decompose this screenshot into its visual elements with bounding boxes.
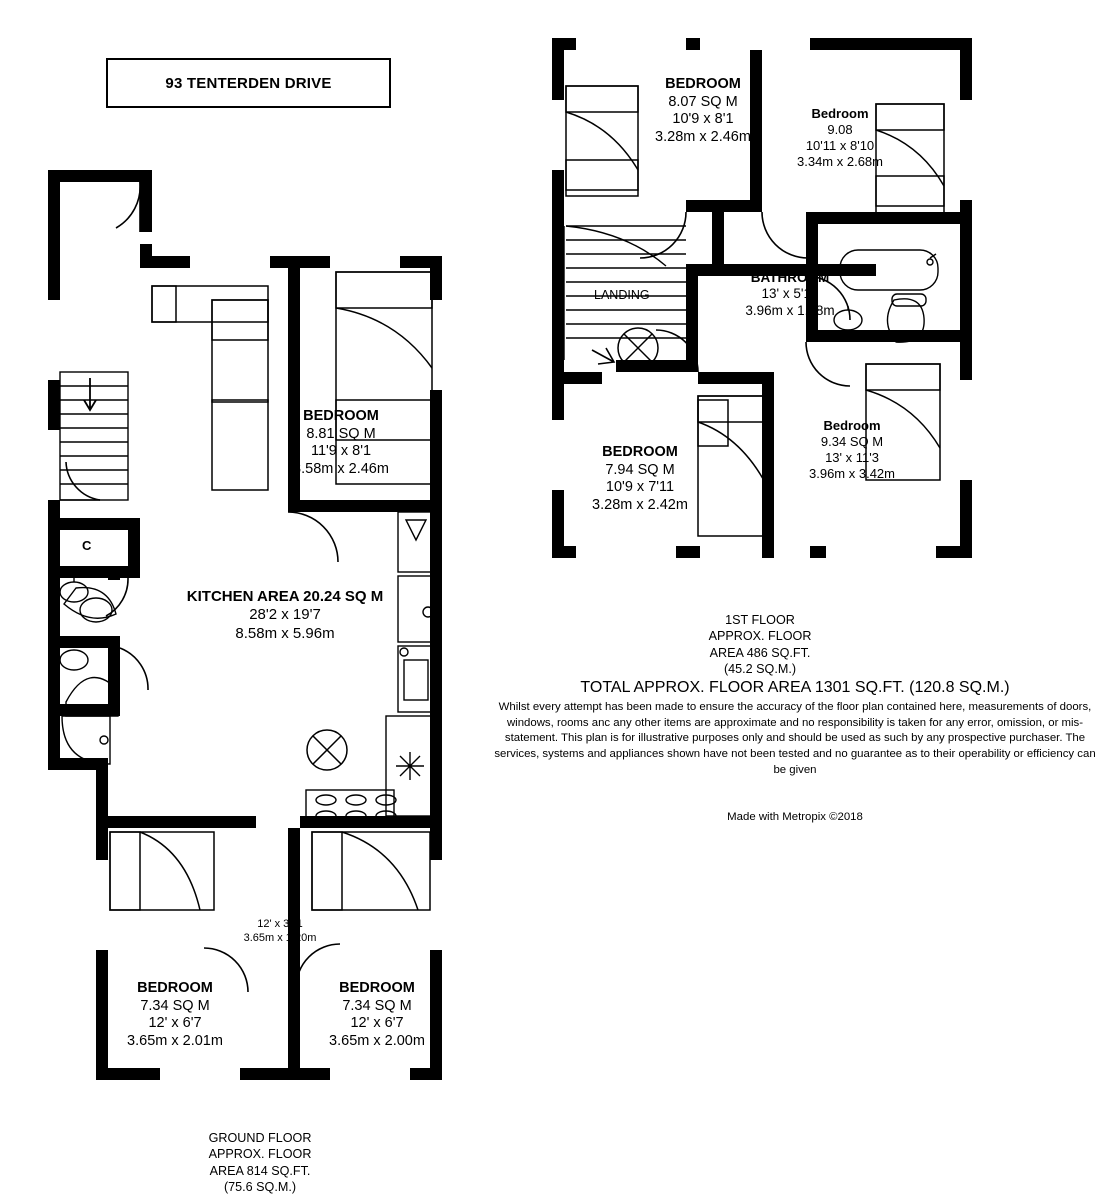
room-label-ff-bedroom-4: [762, 418, 942, 481]
room-name: BEDROOM: [137, 980, 213, 996]
footer-line-3: AREA 814 SQ.FT.: [209, 1163, 311, 1178]
plan-title-box: [106, 58, 391, 108]
room-imperial: 28'2 x 19'7: [249, 606, 321, 624]
first-floor-footer: [640, 612, 880, 677]
ground-floor-footer: [140, 1130, 380, 1195]
disclaimer-text: Whilst every attempt has been made to ensure the accuracy of the floor plan contained here, measurements of doors, windows, rooms anc any other items are approximate and no responsibility is taken for any error, omission, or mis-statement. This plan is for illustrative purposes only and should be used as such by any prospective purchaser. The services, systems and appliances shown have not been tested and no guarantee as to their operability or efficiency can be given: [494, 701, 1096, 776]
credit-text: Made with Metropix ©2018: [727, 811, 863, 823]
room-label-ff-bedroom-2: [760, 106, 920, 169]
room-name: BEDROOM: [665, 76, 741, 92]
room-imperial: 10'11 x 8'10: [805, 137, 875, 153]
room-metric: 3.96m x 1.78m: [745, 302, 835, 318]
room-metric: 3.65m x 2.00m: [329, 1033, 425, 1050]
room-imperial: 10'9 x 8'1: [672, 111, 734, 128]
room-name: BEDROOM: [303, 408, 379, 424]
room-metric: 3.28m x 2.46m: [655, 129, 751, 146]
room-area: 9.34 SQ M: [820, 433, 884, 449]
room-name: BEDROOM: [339, 980, 415, 996]
room-area: 7.34 SQ M: [140, 997, 210, 1014]
footer-line-1: 1ST FLOOR: [725, 613, 795, 627]
room-metric: 3.28m x 2.42m: [592, 497, 688, 514]
room-label-gf-kitchen: [150, 588, 420, 643]
room-imperial: 11'9 x 8'1: [310, 443, 372, 460]
room-imperial: 13' x 5'10: [761, 286, 819, 302]
room-imperial: 12' x 6'7: [148, 1015, 202, 1032]
footer-line-4: (75.6 SQ.M.): [223, 1180, 297, 1195]
landing-label: LANDING: [594, 288, 650, 302]
room-metric: 3.58m x 2.46m: [293, 461, 389, 478]
footer-line-1: GROUND FLOOR: [208, 1131, 312, 1145]
room-name: BEDROOM: [602, 444, 678, 460]
room-metric: 3.65m x 2.01m: [127, 1033, 223, 1050]
room-label-ff-bathroom: [700, 270, 880, 319]
total-area-label: TOTAL APPROX. FLOOR AREA 1301 SQ.FT. (120.8 SQ.M.): [580, 679, 1010, 696]
footer-line-4: (45.2 SQ.M.): [723, 662, 797, 677]
room-name: Bedroom: [811, 106, 869, 121]
room-area: 8.81 SQ M: [306, 425, 376, 442]
room-area: 9.08: [827, 121, 853, 137]
hall-dimensions: [232, 918, 328, 946]
room-area: 8.07 SQ M: [668, 93, 738, 110]
room-imperial: 10'9 x 7'11: [605, 479, 675, 496]
room-label-gf-bedroom-1: [246, 408, 436, 479]
room-label-gf-bedroom-3: [282, 980, 472, 1051]
room-area: 7.34 SQ M: [342, 997, 412, 1014]
room-label-gf-bedroom-2: [80, 980, 270, 1051]
room-label-ff-bedroom-5: [545, 444, 735, 515]
room-area: 7.94 SQ M: [605, 461, 675, 478]
plan-title: 93 TENTERDEN DRIVE: [165, 74, 332, 92]
footer-line-2: APPROX. FLOOR: [708, 629, 812, 644]
room-imperial: 13' x 11'3: [825, 449, 879, 465]
room-name: BATHROOM: [750, 270, 830, 285]
room-metric: 3.34m x 2.68m: [797, 153, 883, 169]
room-metric: 8.58m x 5.96m: [235, 624, 335, 642]
room-imperial: 12' x 6'7: [350, 1015, 404, 1032]
room-name: Bedroom: [823, 418, 881, 433]
footer-line-3: AREA 486 SQ.FT.: [709, 645, 811, 660]
cupboard-label: C: [82, 538, 92, 553]
hall-metric: 3.65m x 1.20m: [243, 931, 317, 944]
hall-imperial: 12' x 3'11: [257, 918, 303, 930]
footer-line-2: APPROX. FLOOR: [208, 1147, 312, 1162]
room-name: KITCHEN AREA 20.24 SQ M: [186, 588, 384, 605]
room-metric: 3.96m x 3.42m: [809, 465, 895, 481]
